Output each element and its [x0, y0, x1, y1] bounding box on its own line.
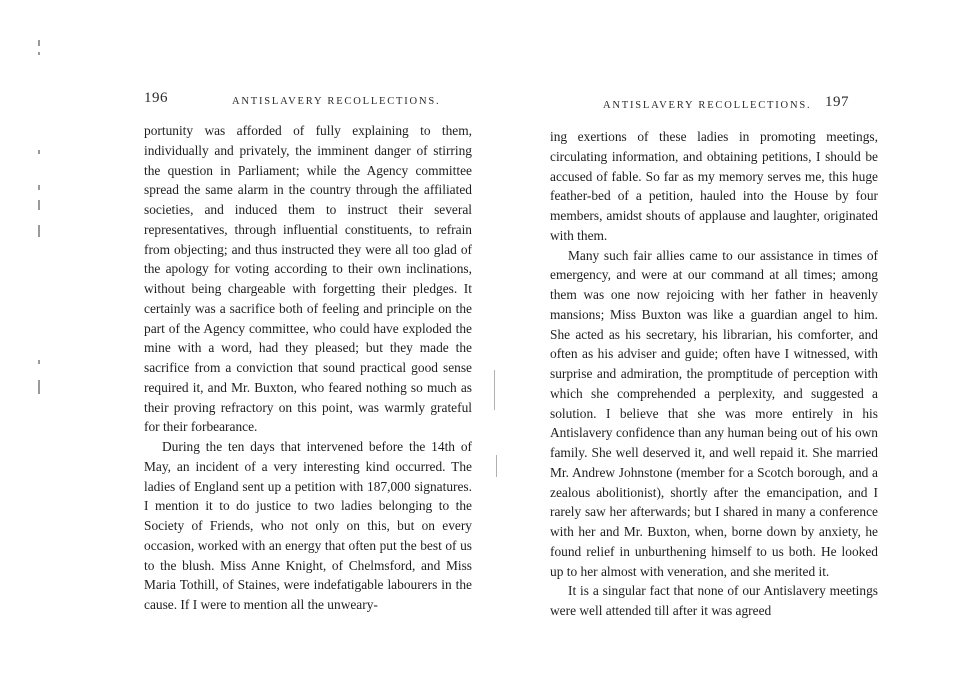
- paragraph: portunity was afforded of fully explaining to them, individually and privately, the imminent danger of stirring the question in Parliament; while the Agency committee spread the same alarm in the country through the affiliated societies, and induced them to instruct their several representatives, through influential constituents, to refrain from objecting; and thus instructed they were all too glad of the apology for voting according to their own inclinations, without being chargeable with forgetting their pledges. It certainly was a sacrifice both of feeling and principle on the part of the Agency committee, who could have exploded the mine with a word, had they pleased; but they made the sacrifice from a conviction that sound practical good sense required it, and Mr. Buxton, who feared nothing so much as their proving refractory on this point, was warmly grateful for their forbearance.: [144, 123, 472, 435]
- right-page-body: [550, 127, 878, 621]
- gutter-scan-mark: [496, 455, 497, 477]
- left-margin-scan-marks: [0, 0, 60, 684]
- left-page-body: [144, 121, 472, 615]
- right-page: [520, 80, 878, 618]
- paragraph: ing exertions of these ladies in promoting meetings, circulating information, and obtaining petitions, I should be accused of fable. So far as my memory serves me, this huge feather-bed of a petition, hauled into the House by four members, amidst shouts of applause and laughter, originated with them.: [550, 129, 878, 243]
- gutter-scan-mark: [494, 370, 495, 410]
- paragraph: During the ten days that intervened before the 14th of May, an incident of a very interesting kind occurred. The ladies of England sent up a petition with 187,000 signatures. I mention it to do justice to two ladies belonging to the Society of Friends, who not only on this, but on every occasion, worked with an energy that often put the best of us to the blush. Miss Anne Knight, of Chelmsford, and Miss Maria Tothill, of Staines, were indefatigable labourers in the cause. If I were to mention all the unweary-: [144, 439, 472, 612]
- running-head: ANTISLAVERY RECOLLECTIONS.: [603, 100, 812, 111]
- running-head: ANTISLAVERY RECOLLECTIONS.: [232, 96, 441, 107]
- left-page: [100, 80, 480, 612]
- paragraph: It is a singular fact that none of our Antislavery meetings were well attended till after it was agreed: [550, 583, 878, 618]
- page-number: 196: [144, 90, 168, 106]
- right-page-header: [520, 80, 875, 110]
- left-page-header: [100, 80, 480, 110]
- page-number: 197: [825, 94, 849, 110]
- paragraph: Many such fair allies came to our assistance in times of emergency, and were at our command at all times; among them was one now rejoicing with her father in heavenly mansions; Miss Buxton was like a guardian angel to him. She acted as his secretary, his librarian, his comforter, and often as his adviser and guide; often have I witnessed, with surprise and admiration, the promptitude of perception with which she comprehended a perplexity, and suggested a solution. I believe that she was more entirely in his Antislavery confidence than any human being out of his own family. She well deserved it, and well repaid it. She married Mr. Andrew Johnstone (member for a Scotch borough, and a zealous abolitionist), shortly after the emancipation, and I rarely saw her afterwards; but I shared in many a conference with her and Mr. Buxton, when, borne down by anxiety, he found relief in unburthening himself to us both. He looked up to her almost with veneration, and she merited it.: [550, 247, 878, 579]
